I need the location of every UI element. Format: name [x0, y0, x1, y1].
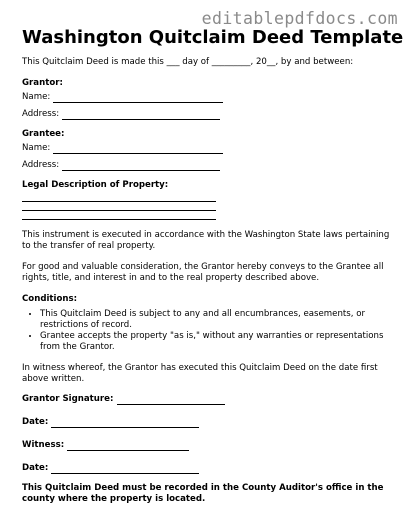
conditions-list: [22, 309, 392, 353]
date-line-1: [22, 414, 392, 431]
grantee-name-field[interactable]: [53, 144, 223, 154]
grantor-signature-line: [22, 391, 392, 408]
date-label-2: Date:: [22, 463, 49, 473]
recording-notice: This Quitclaim Deed must be recorded in the County Auditor's office in the county where the property is located.: [22, 483, 384, 504]
intro-text: This Quitclaim Deed is made this ___ day of _________, 20__, by and between:: [22, 57, 354, 67]
grantor-name-line: [22, 89, 392, 106]
grantor-heading: Grantor:: [22, 78, 63, 88]
witness-paragraph: In witness whereof, the Grantor has executed this Quitclaim Deed on the date first above written.: [22, 363, 378, 384]
grantor-address-line: [22, 106, 392, 123]
condition-item: • Grantee accepts the property "as is," without any warranties or representations from the Grantor.: [40, 331, 392, 353]
grantee-address-line: [22, 157, 392, 174]
grantee-heading: Grantee:: [22, 129, 65, 139]
grantee-address-label: Address:: [22, 160, 60, 170]
laws-paragraph: This instrument is executed in accordance with the Washington State laws pertaining to the transfer of real property.: [22, 230, 390, 251]
date-label-1: Date:: [22, 417, 49, 427]
consideration-paragraph: For good and valuable consideration, the Grantor hereby conveys to the Grantee all rights, title, and interest in and to the real property described above.: [22, 262, 384, 283]
witness-field[interactable]: [67, 441, 189, 451]
grantor-signature-field[interactable]: [117, 395, 225, 405]
document-body: [22, 57, 392, 505]
grantee-name-label: Name:: [22, 143, 51, 153]
watermark: editablepdfdocs.com: [201, 9, 398, 28]
grantor-signature-label: Grantor Signature:: [22, 394, 114, 404]
grantor-address-label: Address:: [22, 109, 60, 119]
grantor-name-field[interactable]: [53, 93, 223, 103]
grantee-name-line: [22, 140, 392, 157]
conditions-heading: Conditions:: [22, 294, 78, 304]
date-line-2: [22, 460, 392, 477]
grantor-name-label: Name:: [22, 92, 51, 102]
date-field-1[interactable]: [51, 418, 199, 428]
witness-label: Witness:: [22, 440, 65, 450]
grantor-address-field[interactable]: [62, 110, 220, 120]
document-title: Washington Quitclaim Deed Template: [22, 27, 404, 48]
date-field-2[interactable]: [51, 464, 199, 474]
grantee-address-field[interactable]: [62, 161, 220, 171]
condition-item: • This Quitclaim Deed is subject to any and all encumbrances, easements, or restrictions of record.: [40, 309, 392, 331]
witness-line: [22, 437, 392, 454]
legal-description-heading: Legal Description of Property:: [22, 180, 169, 190]
